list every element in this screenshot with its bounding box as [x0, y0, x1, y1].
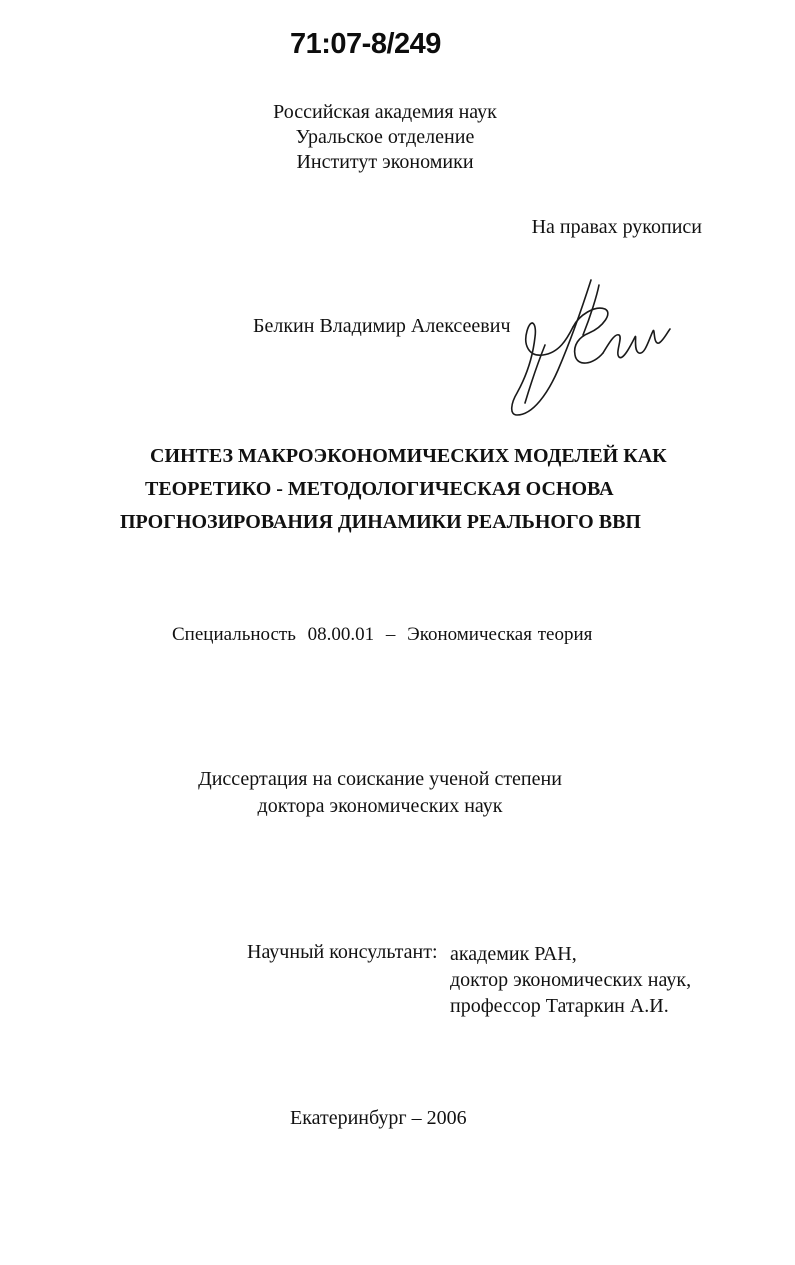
city-year: Екатеринбург – 2006 — [290, 1107, 467, 1129]
manuscript-rights-note: На правах рукописи — [531, 216, 702, 238]
consultant-line: доктор экономических наук, — [450, 969, 692, 991]
title-line: СИНТЕЗ МАКРОЭКОНОМИЧЕСКИХ МОДЕЛЕЙ КАК — [150, 445, 667, 467]
institution-academy: Российская академия наук — [273, 101, 497, 123]
title-line: ПРОГНОЗИРОВАНИЯ ДИНАМИКИ РЕАЛЬНОГО ВВП — [120, 511, 641, 533]
institution-branch: Уральское отделение — [295, 126, 475, 148]
institution-institute: Институт экономики — [296, 151, 474, 173]
consultant-line: профессор Татаркин А.И. — [450, 995, 669, 1017]
handwritten-signature — [503, 275, 673, 425]
dissertation-title — [100, 440, 700, 539]
specialty-line — [172, 624, 592, 646]
specialty-dash: – — [385, 624, 396, 645]
degree-line: доктора экономических наук — [257, 795, 503, 817]
consultant-label: Научный консультант: — [247, 941, 438, 963]
catalog-number: 71:07-8/249 — [290, 28, 441, 60]
specialty-label: Специальность — [172, 624, 296, 645]
title-line: ТЕОРЕТИКО - МЕТОДОЛОГИЧЕСКАЯ ОСНОВА — [145, 478, 614, 500]
specialty-name: Экономическая теория — [407, 624, 593, 645]
specialty-code: 08.00.01 — [307, 624, 375, 645]
degree-statement — [180, 766, 580, 820]
author-name: Белкин Владимир Алексеевич — [253, 315, 511, 337]
degree-line: Диссертация на соискание ученой степени — [198, 768, 562, 790]
consultant-line: академик РАН, — [450, 943, 577, 965]
consultant-details — [450, 941, 691, 1019]
institution-block — [200, 100, 570, 175]
